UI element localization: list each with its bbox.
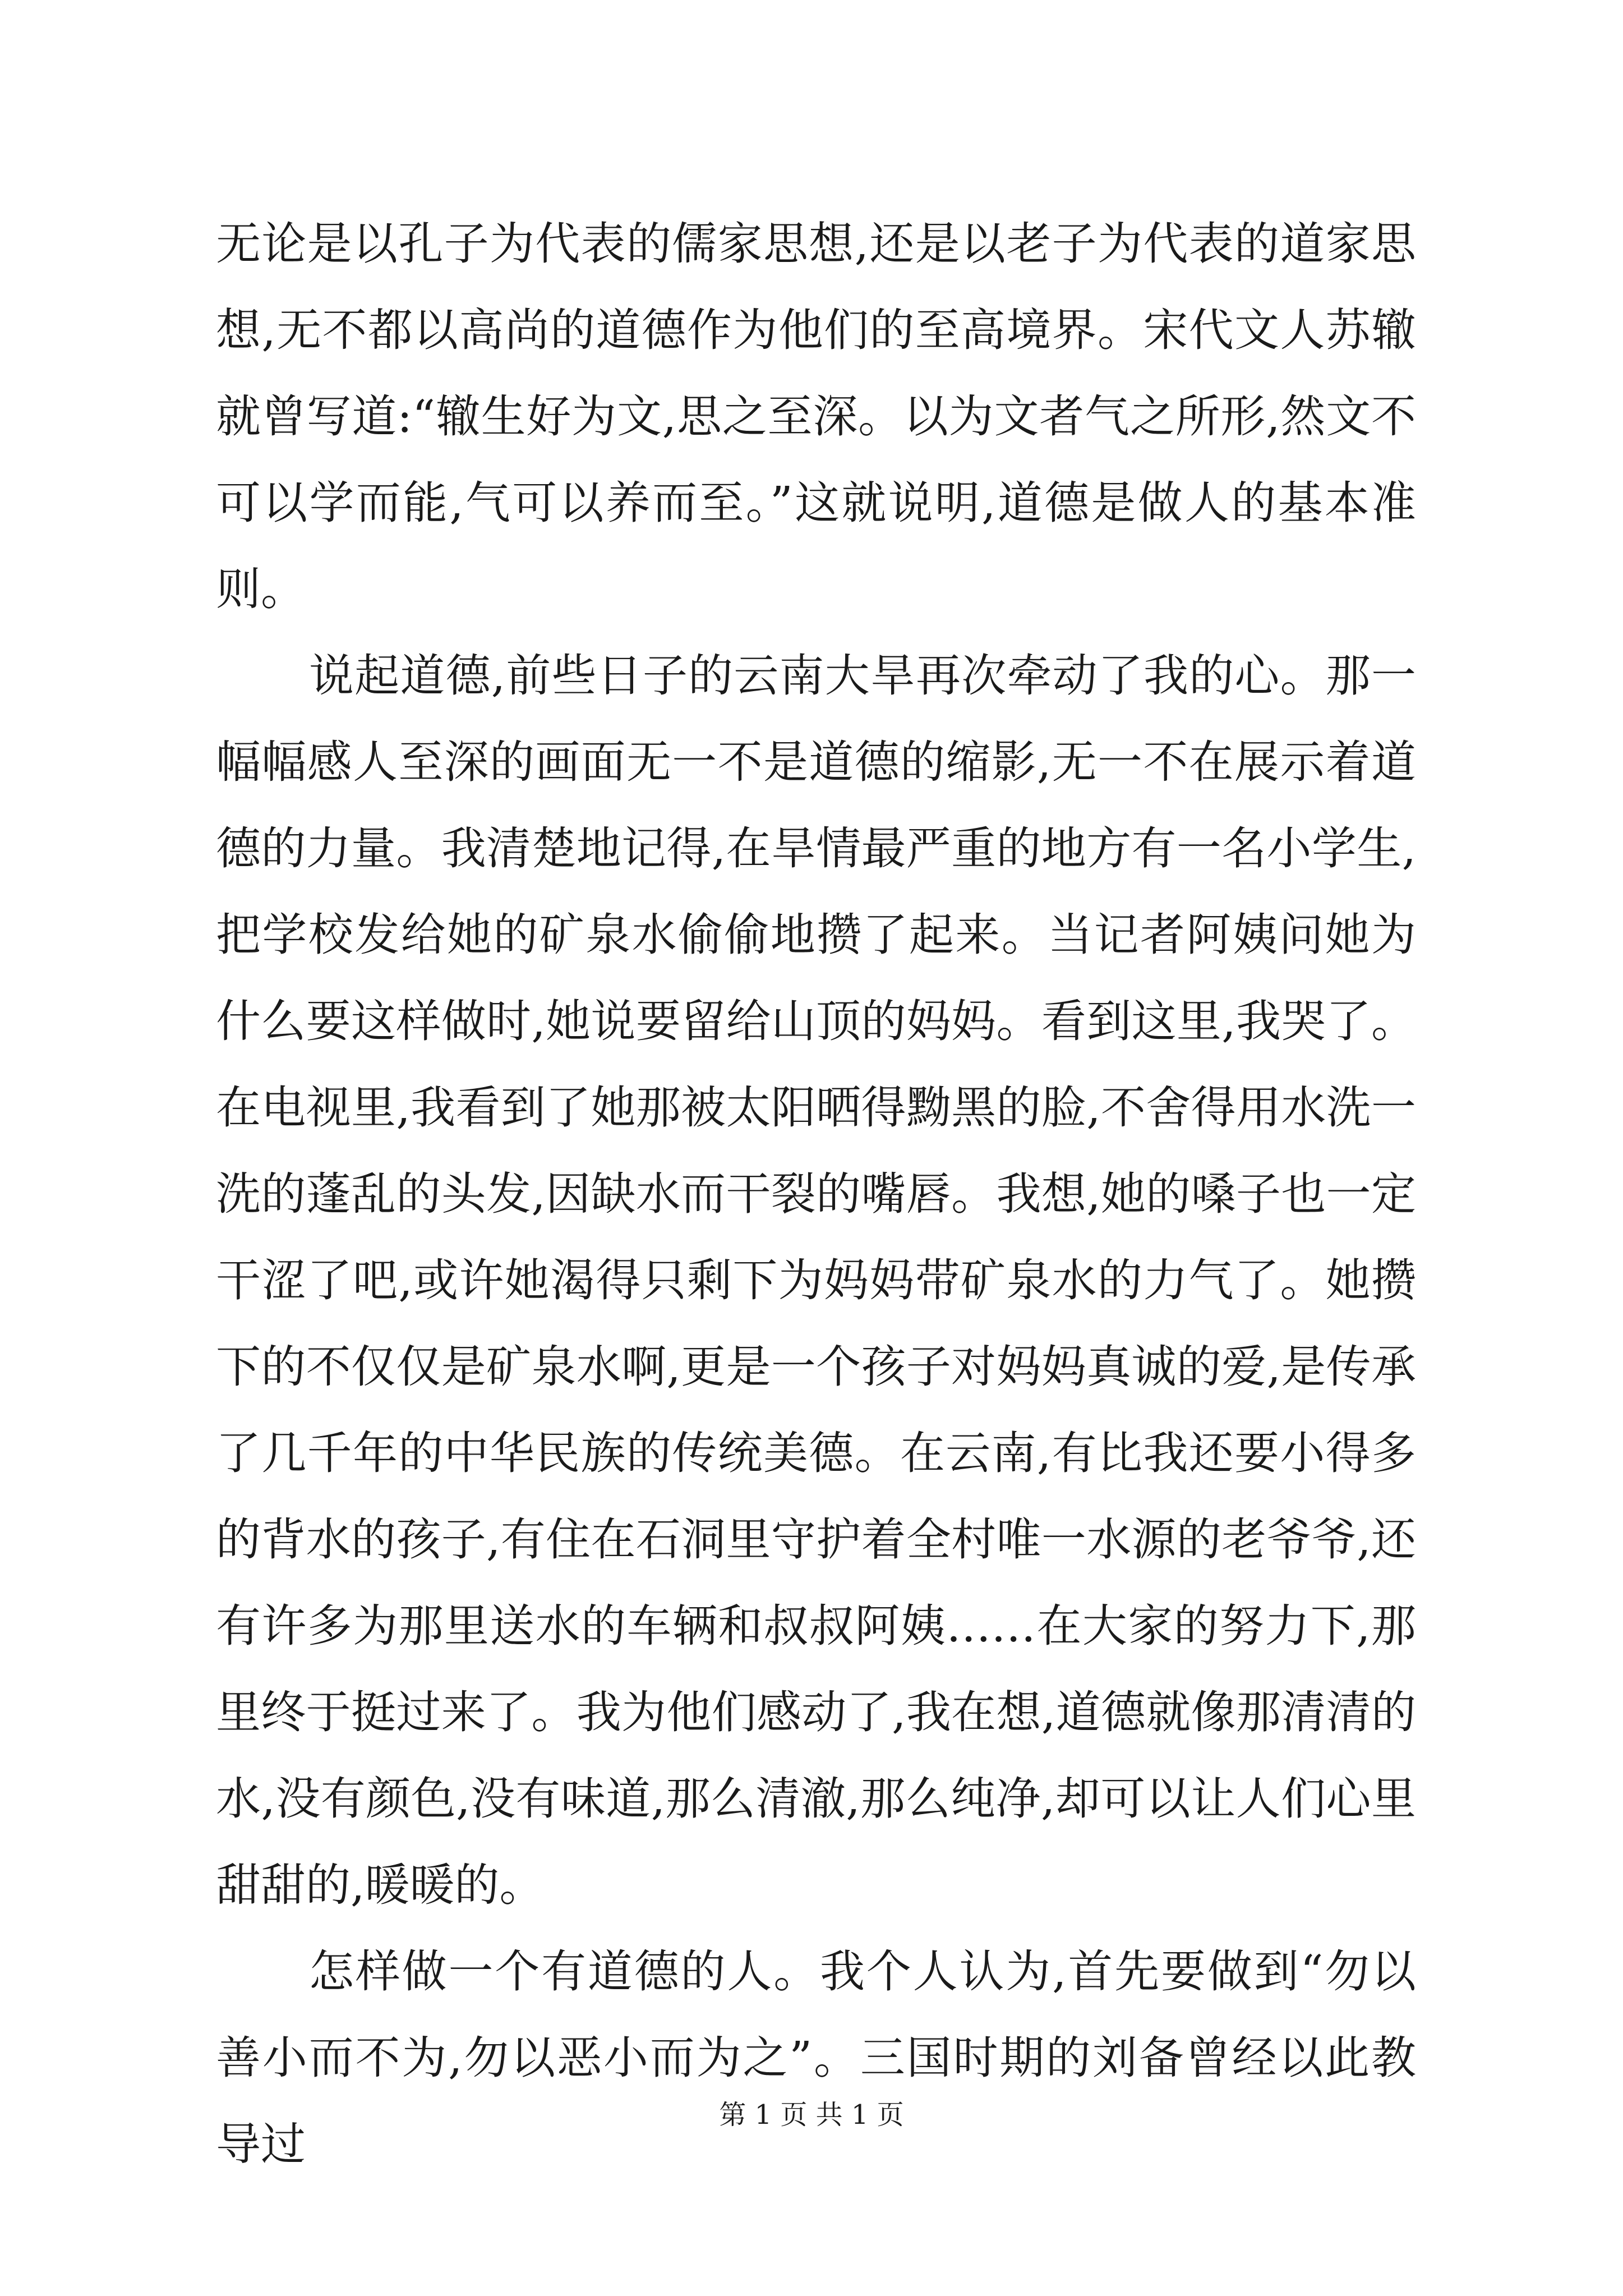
paragraph-2: 说起道德,前些日子的云南大旱再次牵动了我的心。那一幅幅感人至深的画面无一不是道德的缩影,无一不在展示着道德的力量。我清楚地记得,在旱情最严重的地方有一名小学生,把学校发给她的矿泉水偷偷地攒了起来。当记者阿姨问她为什么要这样做时,她说要留给山顶的妈妈。看到这里,我哭了。在电视里,我看到了她那被太阳晒得黝黑的脸,不舍得用水洗一洗的蓬乱的头发,因缺水而干裂的嘴唇。我想,她的嗓子也一定干涩了吧,或许她渴得只剩下为妈妈带矿泉水的力气了。她攒下的不仅仅是矿泉水啊,更是一个孩子对妈妈真诚的爱,是传承了几千年的中华民族的传统美德。在云南,有比我还要小得多的背水的孩子,有住在石洞里守护着全村唯一水源的老爷爷,还有许多为那里送水的车辆和叔叔阿姨……在大家的努力下,那里终于挺过来了。我为他们感动了,我在想,道德就像那清清的水,没有颜色,没有味道,那么清澈,那么纯净,却可以让人们心里甜甜的,暖暖的。 [216,650,1416,1911]
paragraph-1: 无论是以孔子为代表的儒家思想,还是以老子为代表的道家思想,无不都以高尚的道德作为他们的至高境界。宋代文人苏辙就曾写道:“辙生好为文,思之至深。以为文者气之所形,然文不可以学而能,气可以养而至。”这就说明,道德是做人的基本准则。 [216,218,1416,615]
paragraph-3: 怎样做一个有道德的人。我个人认为,首先要做到“勿以善小而不为,勿以恶小而为之”。三国时期的刘备曾经以此教导过 [216,1945,1416,2170]
document-body [216,201,1416,2188]
page-footer: 第 1 页 共 1 页 [719,2099,904,2131]
